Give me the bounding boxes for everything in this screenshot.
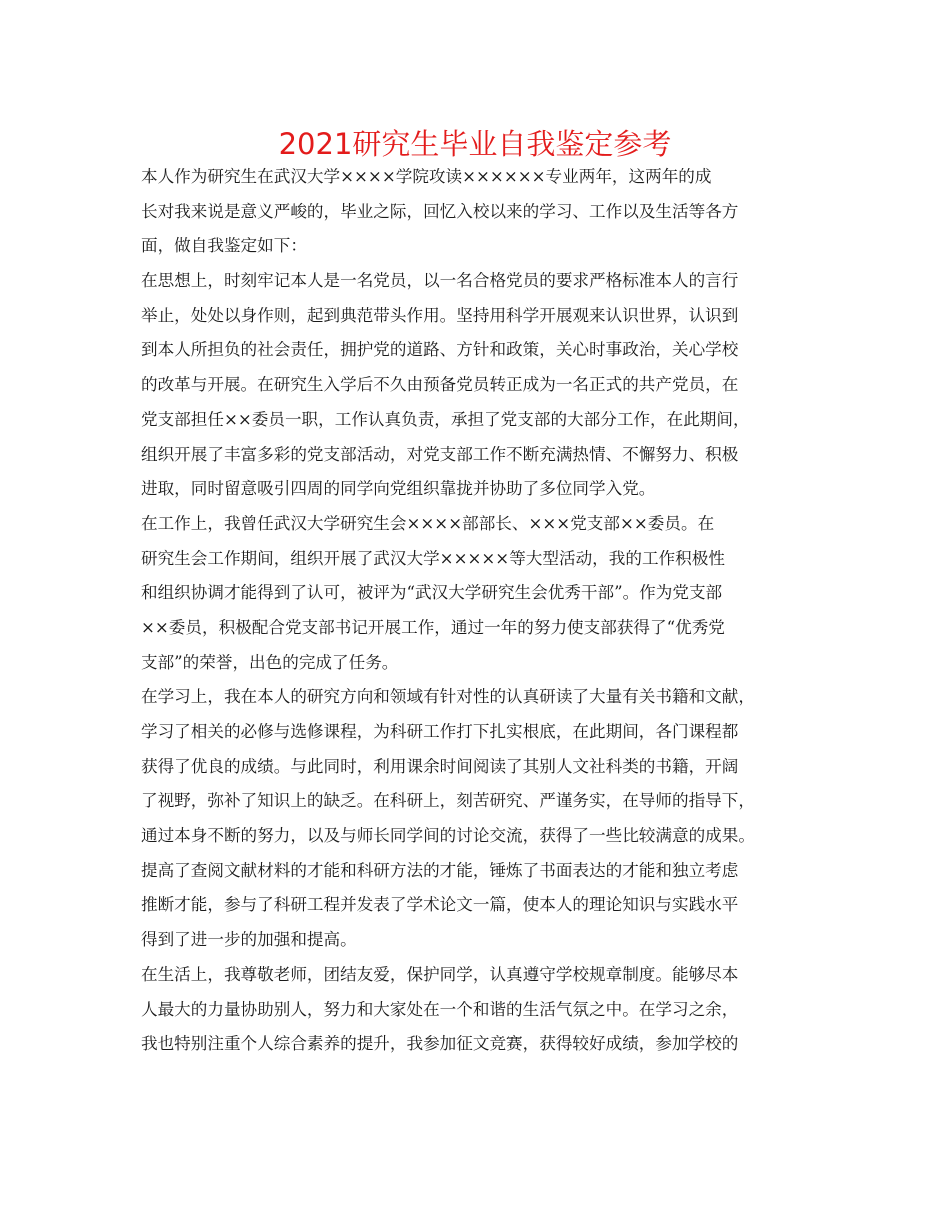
text-line: 提高了查阅文献材料的才能和科研方法的才能，锤炼了书面表达的才能和独立考虑 — [141, 860, 739, 880]
text-line: 在工作上，我曾任武汉大学研究生会××××部部长、×××党支部××委员。在 — [141, 513, 715, 533]
document-title: 2021研究生毕业自我鉴定参考 — [278, 127, 672, 161]
text-line: 党支部担任××委员一职，工作认真负责，承担了党支部的大部分工作，在此期间， — [141, 409, 750, 429]
text-line: 在思想上，时刻牢记本人是一名党员，以一名合格党员的要求严格标准本人的言行 — [141, 271, 739, 291]
text-line: 我也特别注重个人综合素养的提升，我参加征文竞赛，获得较好成绩，参加学校的 — [141, 1034, 739, 1054]
text-line: 和组织协调才能得到了认可，被评为“武汉大学研究生会优秀干部”。作为党支部 — [141, 583, 723, 603]
text-line: 人最大的力量协助别人，努力和大家处在一个和谐的生活气氛之中。在学习之余， — [141, 999, 739, 1019]
text-line: 进取，同时留意吸引四周的同学向党组织靠拢并协助了多位同学入党。 — [141, 479, 656, 499]
text-line: 得到了进一步的加强和提高。 — [141, 930, 357, 950]
text-line: 在学习上，我在本人的研究方向和领域有针对性的认真研读了大量有关书籍和文献， — [141, 687, 755, 707]
text-line: 通过本身不断的努力，以及与师长同学间的讨论交流，获得了一些比较满意的成果。 — [141, 826, 755, 846]
text-line: 支部”的荣誉，出色的完成了任务。 — [141, 652, 399, 672]
text-line: 的改革与开展。在研究生入学后不久由预备党员转正成为一名正式的共产党员，在 — [141, 375, 739, 395]
text-line: ××委员，积极配合党支部书记开展工作，通过一年的努力使支部获得了“优秀党 — [141, 617, 725, 637]
text-line: 长对我来说是意义严峻的，毕业之际，回忆入校以来的学习、工作以及生活等各方 — [141, 201, 739, 221]
text-line: 组织开展了丰富多彩的党支部活动，对党支部工作不断充满热情、不懈努力、积极 — [141, 444, 739, 464]
text-line: 研究生会工作期间，组织开展了武汉大学×××××等大型活动，我的工作积极性 — [141, 548, 725, 568]
text-line: 举止，处处以身作则，起到典范带头作用。坚持用科学开展观来认识世界，认识到 — [141, 305, 739, 325]
text-line: 获得了优良的成绩。与此同时，利用课余时间阅读了其别人文社科类的书籍，开阔 — [141, 756, 739, 776]
text-line: 推断才能，参与了科研工程并发表了学术论文一篇，使本人的理论知识与实践水平 — [141, 895, 739, 915]
text-line: 面，做自我鉴定如下： — [141, 236, 307, 256]
text-line: 了视野，弥补了知识上的缺乏。在科研上，刻苦研究、严谨务实，在导师的指导下， — [141, 791, 755, 811]
text-line: 学习了相关的必修与选修课程，为科研工作打下扎实根底，在此期间，各门课程都 — [141, 722, 739, 741]
document-body — [141, 160, 811, 1062]
text-line: 到本人所担负的社会责任，拥护党的道路、方针和政策，关心时事政治，关心学校 — [141, 340, 739, 360]
text-line: 本人作为研究生在武汉大学××××学院攻读××××××专业两年，这两年的成 — [141, 167, 712, 186]
text-line: 在生活上，我尊敬老师，团结友爱，保护同学，认真遵守学校规章制度。能够尽本 — [141, 964, 739, 984]
